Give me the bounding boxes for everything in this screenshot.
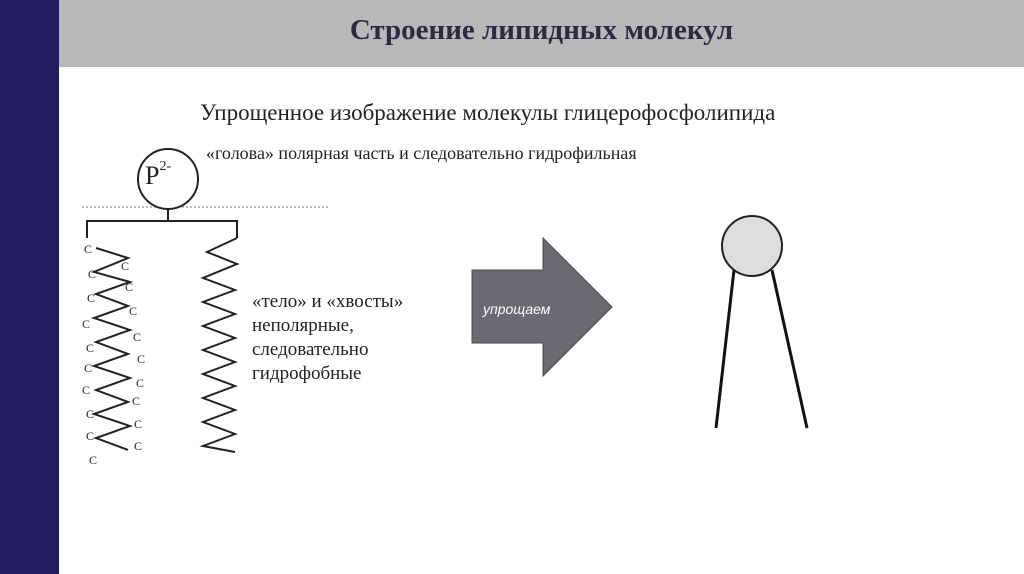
simplified-left-tail bbox=[716, 270, 734, 428]
carbon-label: C bbox=[82, 383, 91, 397]
carbon-label: C bbox=[125, 280, 134, 294]
arrow-label: упрощаем bbox=[483, 301, 551, 317]
carbon-label: C bbox=[129, 304, 138, 318]
simplified-right-tail bbox=[772, 270, 807, 428]
carbon-label: C bbox=[84, 242, 93, 256]
carbon-label: C bbox=[87, 291, 96, 305]
carbon-label: C bbox=[134, 439, 143, 453]
carbon-label: C bbox=[88, 267, 97, 281]
carbon-label: C bbox=[121, 259, 130, 273]
body-caption-line: гидрофобные bbox=[252, 363, 362, 384]
carbon-label: C bbox=[86, 429, 95, 443]
carbon-label: C bbox=[137, 352, 146, 366]
head-caption: «голова» полярная часть и следовательно гидрофильная bbox=[206, 143, 637, 163]
body-caption-line: «тело» и «хвосты» bbox=[252, 291, 404, 312]
body-tails-caption bbox=[252, 290, 452, 386]
simplified-head-circle bbox=[722, 216, 782, 276]
slide-subtitle: Упрощенное изображение молекулы глицерофосфолипида bbox=[200, 100, 776, 125]
body-caption-line: неполярные, bbox=[252, 315, 354, 336]
carbon-label: C bbox=[133, 330, 142, 344]
carbon-label: C bbox=[82, 317, 91, 331]
carbon-label: C bbox=[89, 453, 98, 467]
right-fatty-acid-chain bbox=[203, 238, 237, 452]
carbon-label: C bbox=[134, 417, 143, 431]
slide-title: Строение липидных молекул bbox=[349, 14, 734, 46]
carbon-label: C bbox=[84, 361, 93, 375]
carbon-label: C bbox=[132, 394, 141, 408]
carbon-label: C bbox=[86, 407, 95, 421]
body-caption-line: следовательно bbox=[252, 339, 369, 360]
carbon-label: C bbox=[86, 341, 95, 355]
left-fatty-acid-chain bbox=[94, 248, 130, 450]
phosphate-label: $P^{2-}$ bbox=[145, 159, 172, 190]
carbon-label: C bbox=[136, 376, 145, 390]
